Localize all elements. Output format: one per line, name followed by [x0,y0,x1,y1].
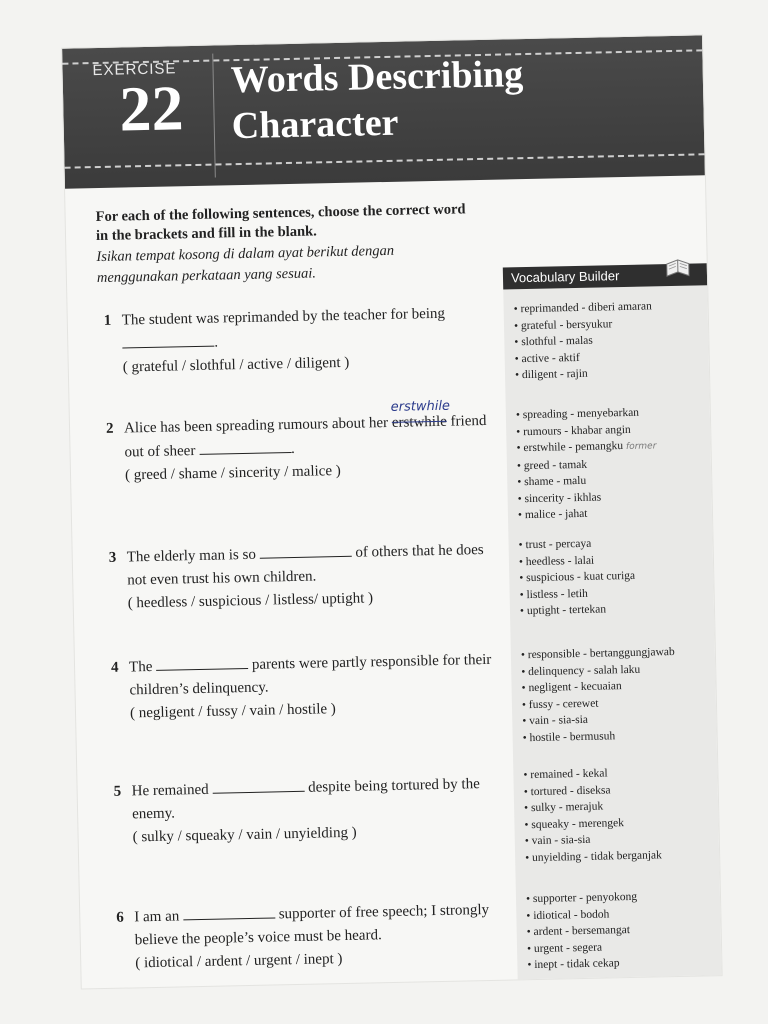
question-5 [113,772,504,850]
workbook-page [62,35,722,988]
answer-blank[interactable] [199,437,291,455]
question-number: 3 [108,549,117,566]
header-dashed-line-bottom [65,153,705,168]
vocab-item: • idiotical - bodoh [526,904,716,924]
question-text: The [128,658,157,676]
exercise-label: EXERCISE [92,60,177,80]
handwritten-margin-note: former [625,441,657,452]
vocab-item-text: erstwhile - pemangku [523,440,624,455]
question-text: . [290,440,296,458]
title-line-1: Words Describing [230,53,524,102]
question-text: of others that he does [351,542,484,561]
answer-blank[interactable] [259,541,351,559]
answer-blank[interactable] [156,653,248,671]
instructions-ms-line-2: menggunakan perkataan yang sesuai. [96,265,317,287]
question-text: Alice has been spreading rumours about her [123,414,393,437]
question-text: friend [446,412,487,430]
question-text: out of sheer [124,442,200,461]
instructions-en-line-2: in the brackets and fill in the blank. [95,223,317,245]
vocab-item: • responsible - bertanggungjawab [521,643,711,663]
question-text: parents were partly responsible for their [247,651,492,673]
question-text: He remained [131,781,213,800]
instructions-ms-line-1: Isikan tempat kosong di dalam ayat berikut dengan [96,242,395,266]
question-4 [111,648,502,726]
book-icon [665,256,691,281]
vocab-item: • remained - kekal [523,763,713,783]
vocab-item: • vain - sia-sia [525,829,715,849]
question-number: 4 [110,659,119,676]
vocab-item: • shame - malu [517,470,707,490]
instructions [95,200,497,288]
question-text: enemy. [131,805,176,823]
vocab-item: • greed - tamak [517,454,707,474]
page-title [230,51,524,149]
vocab-item: • rumours - khabar angin [516,420,706,440]
header-divider [212,54,216,178]
question-text: believe the people’s voice must be heard. [134,927,382,949]
vocab-group-3 [518,533,710,619]
question-1 [104,302,495,380]
vocab-item: • listless - letih [519,583,709,603]
vocab-item: • inept - tidak cekap [527,953,717,973]
vocab-item: • grateful - bersyukur [514,314,704,334]
answer-options: ( greed / shame / sincerity / malice ) [124,462,341,484]
question-text: despite being tortured by the [304,776,480,796]
handwritten-correction: erstwhile [390,398,451,415]
question-2 [105,398,497,488]
vocab-builder-panel [503,285,721,979]
question-text: The elderly man is so [126,546,260,566]
vocab-item: • diligent - rajin [515,363,705,383]
exercise-header [62,35,705,188]
vocab-item: • unyielding - tidak berganjak [525,846,715,866]
question-3 [109,538,500,616]
vocab-item: • suspicious - kuat curiga [519,566,709,586]
vocab-item: • spreading - menyebarkan [516,403,706,423]
vocab-item: • slothful - malas [514,330,704,350]
answer-options: ( idiotical / ardent / urgent / inept ) [135,951,343,972]
instructions-en-line-1: For each of the following sentences, choose the correct word [95,201,466,226]
vocab-item: • malice - jahat [518,503,708,523]
vocab-item: • uptight - tertekan [520,599,710,619]
vocab-item: • hostile - bermusuh [522,726,712,746]
question-number: 5 [113,783,122,800]
vocab-item: • reprimanded - diberi amaran [513,297,703,317]
vocab-builder-title: Vocabulary Builder [510,268,620,286]
answer-options: ( grateful / slothful / active / diligent ) [122,354,350,376]
title-line-2: Character [231,101,399,148]
answer-blank[interactable] [212,776,304,794]
vocab-group-5 [523,763,715,866]
answer-options: ( heedless / suspicious / listless/ uptight ) [127,590,374,612]
exercise-number: 22 [118,72,185,145]
question-number: 2 [105,420,114,437]
question-text: children’s delinquency. [129,679,269,699]
vocab-builder-header [503,263,707,289]
answer-blank[interactable] [122,331,214,349]
struck-word: erstwhile [391,413,447,431]
vocab-item: • trust - percaya [518,533,708,553]
vocab-item: • tortured - diseksa [524,780,714,800]
question-number: 6 [116,909,124,926]
vocab-item: • ardent - bersemangat [527,920,717,940]
question-6 [116,898,507,976]
vocab-item: • vain - sia-sia [522,709,712,729]
vocab-group-6 [526,887,718,973]
vocab-item: • fussy - cerewet [522,693,712,713]
vocab-item: • negligent - kecuaian [521,676,711,696]
vocab-group-2 [516,403,708,523]
vocab-item: • sincerity - ikhlas [517,487,707,507]
question-text: The student was reprimanded by the teacher for being [121,305,446,329]
question-text: not even trust his own children. [127,568,317,589]
answer-options: ( sulky / squeaky / vain / unyielding ) [132,824,357,846]
vocab-group-4 [521,643,713,746]
question-text: I am an [134,908,184,926]
question-number: 1 [103,312,112,329]
vocab-item: • urgent - segera [527,937,717,957]
vocab-group-1 [513,297,705,383]
vocab-item: • squeaky - merengek [524,813,714,833]
question-text: . [214,334,219,351]
answer-options: ( negligent / fussy / vain / hostile ) [129,701,336,722]
vocab-item: • active - aktif [515,347,705,367]
answer-blank[interactable] [183,902,275,920]
vocab-item: • sulky - merajuk [524,796,714,816]
vocab-item: • delinquency - salah laku [521,660,711,680]
vocab-item: • supporter - penyokong [526,887,716,907]
question-text: supporter of free speech; I strongly [274,901,490,923]
vocab-item: • heedless - lalai [519,550,709,570]
